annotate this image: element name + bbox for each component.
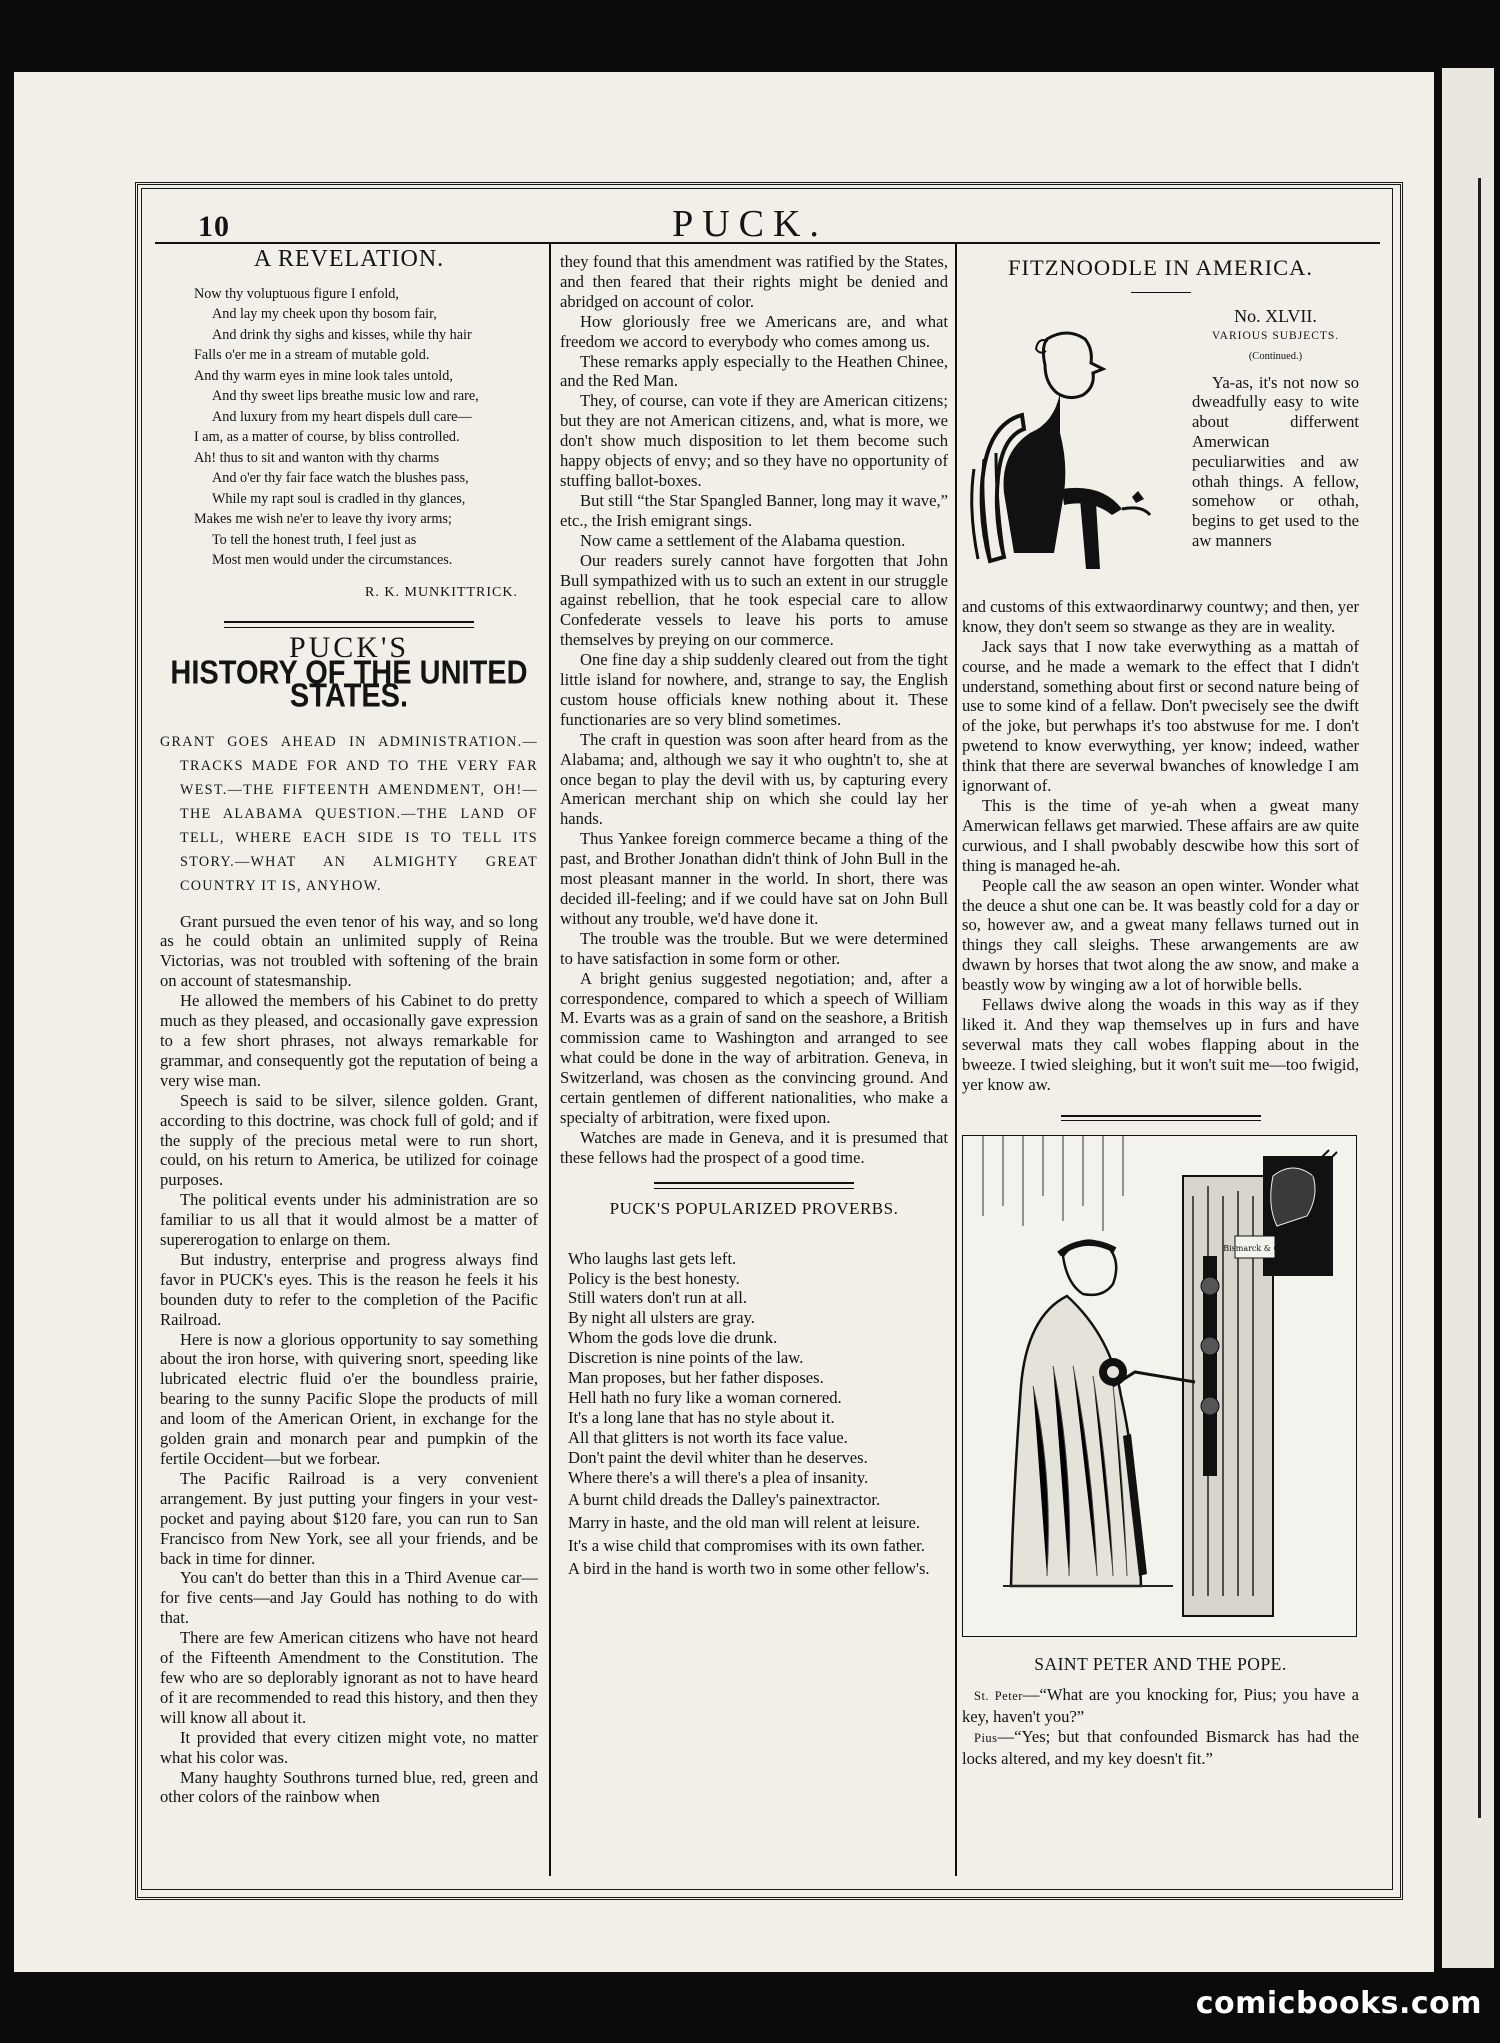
ornamental-rule <box>1061 1115 1261 1121</box>
adjacent-page-edge <box>1442 68 1494 1968</box>
dialogue-line: Pius—“Yes; but that confounded Bismarck has had the locks altered, and my key doesn't fit.” <box>962 1727 1359 1769</box>
paragraph: The Pacific Railroad is a very convenient arrangement. By just putting your fingers in your vest-pocket and paying about $120 fare, you can run to San Francisco from New York, see all your friends, and be back in time for dinner. <box>160 1468 538 1568</box>
paragraph: One fine day a ship suddenly cleared out from the tight little island for nowhere, and, strange to say, the English custom house officials knew nothing about it. These functionaries are so very blind sometimes. <box>560 650 948 729</box>
proverb-line: It's a long lane that has no style about it. <box>568 1407 835 1427</box>
short-rule <box>1131 292 1191 293</box>
proverb-line: By night all ulsters are gray. <box>568 1308 755 1328</box>
paragraph: The trouble was the trouble. But we were determined to have satisfaction in some form or other. <box>560 928 948 968</box>
column-2 <box>560 252 948 1579</box>
poem-line: To tell the honest truth, I feel just as <box>212 531 417 548</box>
history-synopsis: GRANT GOES AHEAD IN ADMINISTRATION.—TRACKS MADE FOR AND TO THE VERY FAR WEST.—THE FIFTEENTH AMENDMENT, OH!—THE ALABAMA QUESTION.—THE LAND OF TELL, WHERE EACH SIDE IS TO TELL ITS STORY.—WHAT AN ALMIGHTY GREAT COUNTRY IT IS, ANYHOW. <box>160 733 538 894</box>
paragraph: A bright genius suggested negotiation; and, after a correspondence, compared to which a speech of William M. Evarts was as a grain of sand on the seashore, a British commission came to Washington and arranged to see what could be done in the way of arbitration. Geneva, in Switzerland, was chosen as the convincing ground. And certain gentlemen of different nationalities, who make a specialty of arbitration, were fixed upon. <box>560 968 948 1127</box>
paragraph: How gloriously free we Americans are, and what freedom we accord to everybody who comes among us. <box>560 311 948 351</box>
poem-line: Makes me wish ne'er to leave thy ivory arms; <box>194 511 452 528</box>
history-body-part1 <box>160 912 538 1808</box>
header-rule <box>155 242 1380 244</box>
paragraph: This is the time of ye-ah when a gweat many Amerwican fellaws get marwied. These affairs are aw quite curwious, and I shall pwobably descwibe how this sort of thing is managed he-ah. <box>962 795 1359 875</box>
paragraph: Now came a settlement of the Alabama question. <box>580 530 906 550</box>
paragraph: He allowed the members of his Cabinet to do pretty much as they pleased, and occasionally gave expression to a few short phrases, not always remarkable for grammar, and consequently got the reputation of being a very wise man. <box>160 991 538 1090</box>
paragraph: The craft in question was soon after heard from as the Alabama; and, although we say it who oughtn't to, she at once began to play the devil with us, by capturing every American merchant ship on which she could lay her hands. <box>560 729 948 829</box>
history-title: HISTORY OF THE UNITED STATES. <box>170 654 528 715</box>
revelation-title: A REVELATION. <box>253 246 445 272</box>
paragraph: You can't do better than this in a Third Avenue car—for five cents—and Jay Gould has nothing to do with that. <box>160 1568 538 1628</box>
history-heading: PUCK'S <box>288 630 410 664</box>
fitznoodle-title: FITZNOODLE IN AMERICA. <box>1007 255 1314 280</box>
paragraph: The political events under his administration are so familiar to us all that it would almost be a matter of supererogation to enlarge on them. <box>160 1190 538 1250</box>
cartoon-sign-text: Bismarck & Co. <box>1223 1243 1287 1253</box>
ornamental-rule <box>224 621 474 628</box>
paragraph: Many haughty Southrons turned blue, red, green and other colors of the rainbow when <box>160 1767 538 1807</box>
fitznoodle-subtitle: VARIOUS SUBJECTS. <box>1211 329 1340 342</box>
column-rule-1 <box>549 244 551 1876</box>
poem-line: Falls o'er me in a stream of mutable gold. <box>194 347 430 364</box>
proverb-line: All that glitters is not worth its face value. <box>568 1427 848 1447</box>
paragraph: Jack says that I now take everwything as a mattah of course, and he made a wemark to the effect that I didn't understand, something about first or second nature being of use to some kind of a fellaw. Don't pwecisely see the dwift of the joke, but perwhaps it's too abstwuse for me. I don't pwetend to know everwything, yer know; indeed, wather think that there are severwal bwanches of knowledge I am ignorwant of. <box>962 636 1359 796</box>
proverb-line: Still waters don't run at all. <box>568 1288 748 1308</box>
paragraph: Grant pursued the even tenor of his way, and so long as he could obtain an unlimited supply of Reina Victorias, was not troubled with softening of the brain on account of statesmanship. <box>160 911 538 991</box>
paragraph: Fellaws dwive along the woads in this way as if they liked it. And they wap themselves up in furs and have severwal mats they call wobes flapping about in the bweeze. I twied sleighing, but it won't suit me—too fwigid, yer know aw. <box>962 995 1359 1094</box>
proverb-paragraph: A bird in the hand is worth two in some other fellow's. <box>568 1559 930 1579</box>
poem-line: While my rapt soul is cradled in thy glances, <box>212 490 466 507</box>
revelation-poem <box>160 284 538 571</box>
fitznoodle-body <box>962 637 1359 1095</box>
proverb-line: Discretion is nine points of the law. <box>568 1348 804 1368</box>
proverb-line: Man proposes, but her father disposes. <box>568 1368 824 1388</box>
cartoon-caption: SAINT PETER AND THE POPE. <box>1034 1654 1287 1675</box>
poem-line: And thy sweet lips breathe music low and rare, <box>212 388 479 405</box>
paragraph: These remarks apply especially to the Heathen Chinee, and the Red Man. <box>560 351 948 391</box>
paragraph: Thus Yankee foreign commerce became a thing of the past, and Brother Jonathan didn't think of John Bull in the most pleasant manner in the world. In short, there was decided ill-feeling; and if we could have sat on John Bull without any trouble, we'd have done it. <box>560 829 948 928</box>
fitznoodle-number: No. XLVII. <box>1234 305 1317 326</box>
poem-line: Most men would under the circumstances. <box>212 552 453 569</box>
watermark: comicbooks.com <box>1195 1986 1482 2021</box>
proverb-line: Who laughs last gets left. <box>568 1248 737 1268</box>
page-number: 10 <box>198 210 230 243</box>
paragraph: Speech is said to be silver, silence golden. Grant, according to this doctrine, was chock full of gold; and if the supply of the precious metal were to run short, could, on his return to America, be utilized for coinage purposes. <box>160 1090 538 1190</box>
dialogue-text: “Yes; but that confounded Bismarck has had the locks altered, and my key doesn't fit.” <box>962 1727 1359 1769</box>
revelation-author: R. K. MUNKITTRICK. <box>365 584 518 600</box>
poem-line: And o'er thy fair face watch the blushes pass, <box>212 470 469 487</box>
paragraph: But industry, enterprise and progress always find favor in PUCK's eyes. This is the reason he feels it his bounden duty to refer to the completion of the Pacific Railroad. <box>160 1249 538 1329</box>
poem-line: Now thy voluptuous figure I enfold, <box>194 285 399 302</box>
fitznoodle-illustration <box>962 319 1182 589</box>
poem-line: I am, as a matter of course, by bliss controlled. <box>194 429 460 446</box>
proverb-paragraph: It's a wise child that compromises with its own father. <box>568 1536 925 1556</box>
cartoon-dialogue <box>962 1685 1359 1769</box>
proverb-paragraph: A burnt child dreads the Dalley's painextractor. <box>568 1490 881 1510</box>
proverb-line: Policy is the best honesty. <box>568 1268 740 1288</box>
poem-line: And luxury from my heart dispels dull care— <box>212 408 472 425</box>
paragraph: Here is now a glorious opportunity to say something about the iron horse, with quivering snort, speeding like lubricated electric fluid o'er the boundless prairie, bearing to the sunny Pacific Slope the products of mill and loom of the American Orient, in exchange for the golden grain and monarch pear and pumpkin of the fertile Occident—but we forbear. <box>160 1329 538 1468</box>
paragraph: It provided that every citizen might vote, no matter what his color was. <box>160 1727 538 1767</box>
dialogue-text: “What are you knocking for, Pius; you have a key, haven't you?” <box>962 1685 1359 1727</box>
column-3 <box>962 250 1359 1769</box>
proverb-paragraph: Marry in haste, and the old man will relent at leisure. <box>568 1513 921 1533</box>
poem-line: And thy warm eyes in mine look tales untold, <box>194 367 453 384</box>
fitznoodle-intro-rest: and customs of this extwaordinarwy countwy; and then, yer know, they don't seem so stwange as they are in weality. <box>962 596 1359 636</box>
dialogue-speaker: St. Peter <box>974 1689 1023 1704</box>
proverb-line: Hell hath no fury like a woman cornered. <box>568 1387 842 1407</box>
dialogue-line: St. Peter—“What are you knocking for, Pius; you have a key, haven't you?” <box>962 1685 1359 1727</box>
masthead: PUCK. <box>672 203 828 245</box>
history-body-part2 <box>560 312 948 1168</box>
column-rule-2 <box>955 244 957 1876</box>
paragraph: They, of course, can vote if they are American citizens; but they are not American citizens, and, what is more, we don't show much disposition to let them become such happy objects of envy; and so they have no opportunity of stuffing ballot-boxes. <box>560 391 948 490</box>
paragraph: Watches are made in Geneva, and it is presumed that these fellows had the prospect of a good time. <box>560 1127 948 1167</box>
history-continued-lead: they found that this amendment was ratified by the States, and then feared that their rights might be denied and abridged on account of color. <box>560 252 948 311</box>
fitznoodle-continued: (Continued.) <box>1248 350 1303 362</box>
ornamental-rule <box>654 1182 854 1189</box>
saint-peter-pope-cartoon <box>962 1135 1357 1637</box>
proverbs-list <box>560 1249 948 1580</box>
dialogue-speaker: Pius <box>974 1731 998 1746</box>
paragraph: People call the aw season an open winter. Wonder what the deuce a shut one can be. It was beastly cold for a day or so, however aw, and a gweat many fellaws turned out in things they call sleighs. These arwangements are aw dwawn by horses that twot along the aw snow, and make a beastly wow by winging aw a lot of horwible bells. <box>962 875 1359 995</box>
poem-line: Ah! thus to sit and wanton with thy charms <box>194 449 440 466</box>
paragraph: But still “the Star Spangled Banner, long may it wave,” etc., the Irish emigrant sings. <box>560 490 948 530</box>
poem-line: And drink thy sighs and kisses, while thy hair <box>212 326 472 343</box>
proverbs-title: PUCK'S POPULARIZED PROVERBS. <box>609 1198 899 1218</box>
paragraph: There are few American citizens who have not heard of the Fifteenth Amendment to the Constitution. The few who are so deplorably ignorant as not to have heard of it are recommended to read this history, and then they will know all about it. <box>160 1628 538 1727</box>
poem-line: And lay my cheek upon thy bosom fair, <box>212 306 437 323</box>
proverb-line: Where there's a will there's a plea of insanity. <box>568 1467 869 1487</box>
proverb-line: Whom the gods love die drunk. <box>568 1328 778 1348</box>
proverb-line: Don't paint the devil whiter than he deserves. <box>568 1447 868 1467</box>
fitznoodle-intro: Ya-as, it's not now so dweadfully easy to wite about differwent Amerwican peculiarwities and aw othah things. A fellow, somehow or othah, begins to get used to the aw manners <box>1192 372 1359 550</box>
column-1 <box>160 246 538 1807</box>
paragraph: Our readers surely cannot have forgotten that John Bull sympathized with us to such an extent in our struggle against rebellion, that he took especial care to allow Confederate vessels to leave his ports to amuse themselves by preying on our commerce. <box>560 550 948 650</box>
